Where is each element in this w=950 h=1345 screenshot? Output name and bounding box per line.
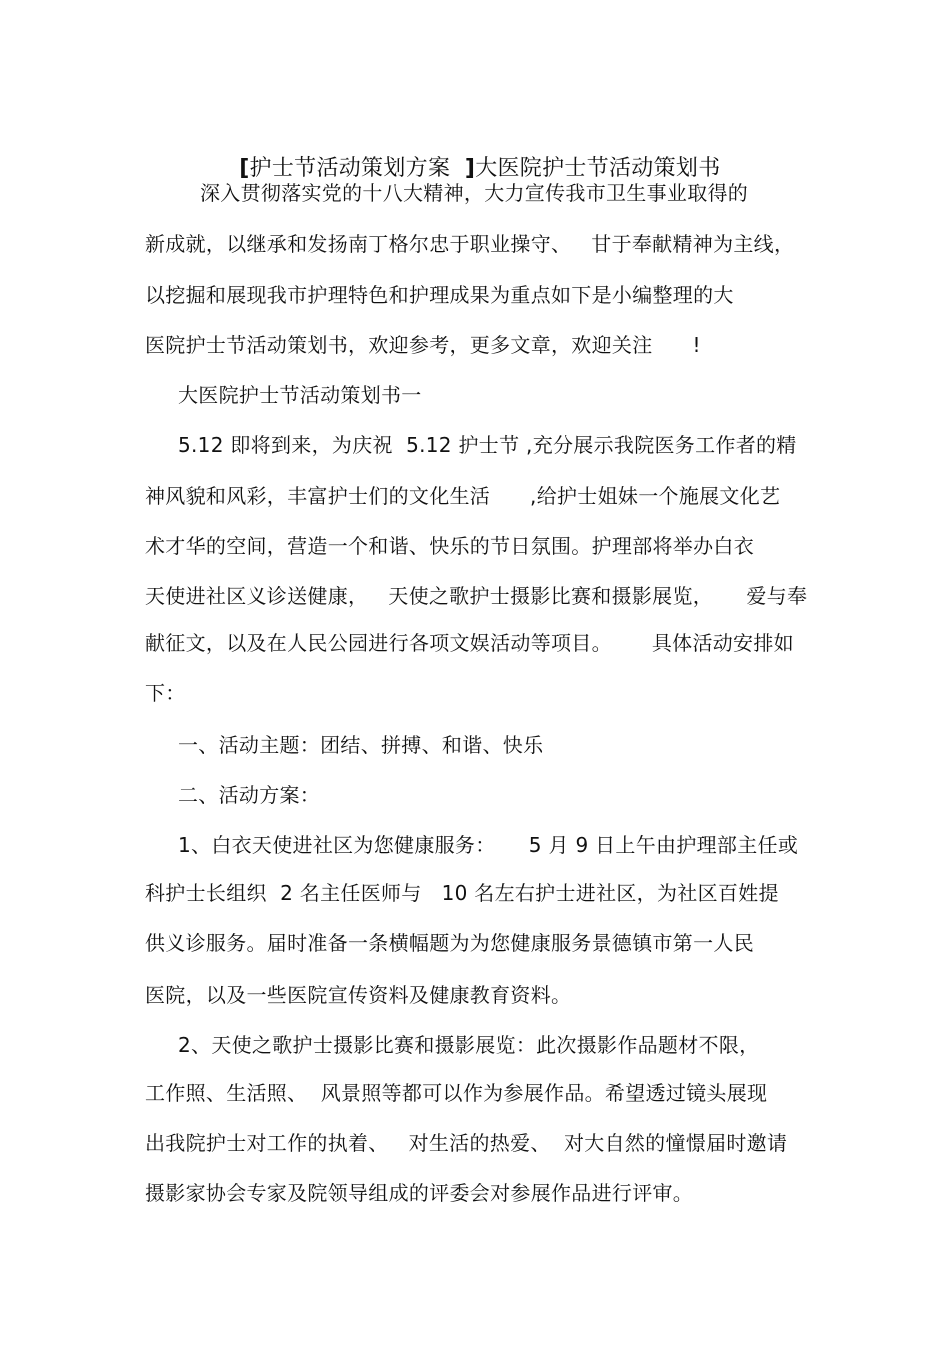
- section-heading: 大医院护士节活动策划书一: [178, 383, 422, 407]
- item-line: 科护士长组织 2 名主任医师与 10 名左右护士进社区，为社区百姓提: [145, 881, 779, 905]
- title-rest: 大医院护士节活动策划书: [475, 156, 721, 181]
- title-close-bracket: ]: [464, 156, 476, 181]
- item-line: 1、白衣天使进社区为您健康服务： 5 月 9 日上午由护理部主任或: [178, 833, 799, 857]
- item-line: 2、天使之歌护士摄影比赛和摄影展览：此次摄影作品题材不限，: [178, 1033, 760, 1057]
- plan-heading: 二、活动方案：: [178, 783, 321, 807]
- paragraph-line: 神风貌和风彩，丰富护士们的文化生活 ,给护士姐妹一个施展文化艺: [145, 484, 781, 508]
- item-line: 医院，以及一些医院宣传资料及健康教育资料。: [145, 983, 572, 1007]
- intro-line: 医院护士节活动策划书，欢迎参考，更多文章，欢迎关注 !: [145, 333, 701, 357]
- paragraph-line: 术才华的空间，营造一个和谐、快乐的节日氛围。护理部将举办白衣: [145, 534, 754, 558]
- paragraph-line: 5.12 即将到来，为庆祝 5.12 护士节 ,充分展示我院医务工作者的精: [178, 433, 797, 457]
- intro-line: 以挖掘和展现我市护理特色和护理成果为重点如下是小编整理的大: [145, 283, 734, 307]
- paragraph-line: 下：: [145, 681, 186, 705]
- activity-theme: 一、活动主题：团结、拼搏、和谐、快乐: [178, 733, 544, 757]
- item-line: 摄影家协会专家及院领导组成的评委会对参展作品进行评审。: [145, 1181, 694, 1205]
- title-gap: [450, 156, 465, 181]
- intro-line: 新成就，以继承和发扬南丁格尔忠于职业操守、 甘于奉献精神为主线，: [145, 232, 795, 256]
- paragraph-line: 天使进社区义诊送健康， 天使之歌护士摄影比赛和摄影展览， 爱与奉: [145, 584, 808, 608]
- item-line: 供义诊服务。届时准备一条横幅题为为您健康服务景德镇市第一人民: [145, 931, 754, 955]
- paragraph-line: 献征文，以及在人民公园进行各项文娱活动等项目。 具体活动安排如: [145, 631, 794, 655]
- item-line: 工作照、生活照、 风景照等都可以作为参展作品。希望透过镜头展现: [145, 1081, 768, 1105]
- title-open-bracket: [: [239, 156, 250, 181]
- title-main: 护士节活动策划方案: [249, 156, 451, 181]
- item-line: 出我院护士对工作的执着、 对生活的热爱、 对大自然的憧憬届时邀请: [145, 1131, 788, 1155]
- intro-line: 深入贯彻落实党的十八大精神，大力宣传我市卫生事业取得的: [200, 181, 749, 205]
